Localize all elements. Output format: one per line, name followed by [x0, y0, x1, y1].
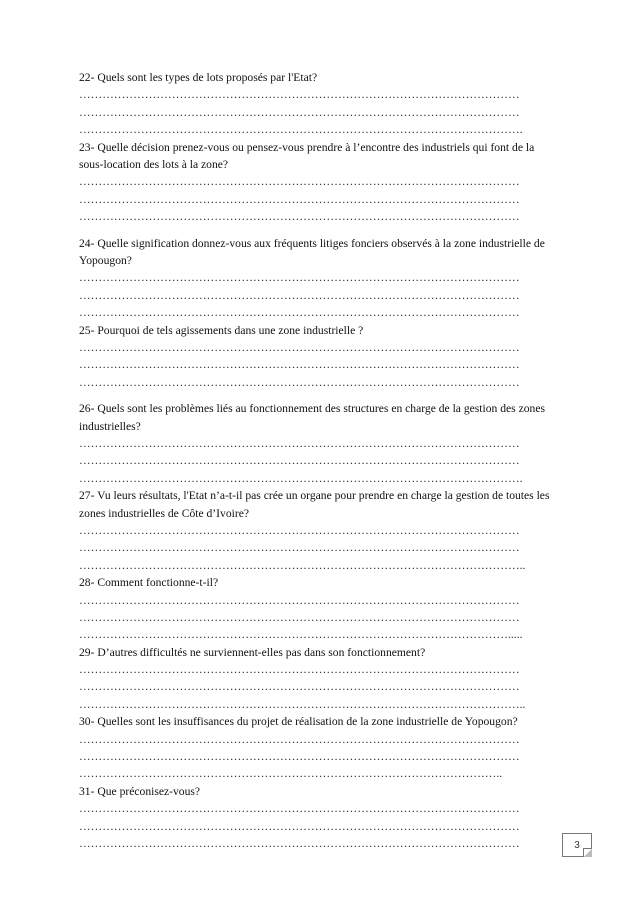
- question-29: 29- D’autres difficultés ne surviennent-elles pas dans son fonctionnement?: [79, 645, 426, 659]
- answer-line: ……………………………………………………………………………………………………: [79, 88, 520, 102]
- answer-line: ……………………………………………………………………………………………………: [79, 593, 520, 607]
- answer-line: ……………………………………………………………………………………………………..: [79, 697, 526, 711]
- answer-line: ……………………………………………………………………………………………………: [79, 271, 520, 285]
- answer-line: ………………………………………………………………………………………………..: [79, 767, 503, 781]
- answer-line: ……………………………………………………………………………………………………: [79, 663, 520, 677]
- question-30: 30- Quelles sont les insuffisances du projet de réalisation de la zone industrielle de Yopougon?: [79, 715, 518, 729]
- question-26: 26- Quels sont les problèmes liés au fonctionnement des structures en charge de la gestion des zones industrielles?: [79, 402, 545, 433]
- answer-line: ……………………………………………………………………………………………………: [79, 210, 520, 224]
- answer-line: ……………………………………………………………………………………………………: [79, 436, 520, 450]
- answer-line: ……………………………………………………………………………………………………: [79, 288, 520, 302]
- answer-line: …………………………………………………………………………………………………….: [79, 471, 523, 485]
- answer-line: ……………………………………………………………………………………………………: [79, 680, 520, 694]
- answer-line: ……………………………………………………………………………………………………..: [79, 558, 526, 572]
- answer-line: ……………………………………………………………………………………………………: [79, 105, 520, 119]
- answer-line: ……………………………………………………………………………………………………: [79, 541, 520, 555]
- answer-line: ……………………………………………………………………………………………………: [79, 837, 520, 851]
- page-number-text: 3: [574, 839, 580, 851]
- answer-line: ……………………………………………………………………………………………………: [79, 732, 520, 746]
- answer-line: ……………………………………………………………………………………………………: [79, 175, 520, 189]
- answer-line: ……………………………………………………………………………………………………: [79, 358, 520, 372]
- question-22: 22- Quels sont les types de lots proposés par l'Etat?: [79, 71, 318, 84]
- answer-line: ……………………………………………………………………………………………………: [79, 750, 520, 764]
- answer-line: ……………………………………………………………………………………………………: [79, 340, 520, 354]
- question-31: 31- Que préconisez-vous?: [79, 784, 201, 798]
- question-28: 28- Comment fonctionne-t-il?: [79, 576, 219, 590]
- question-24: 24- Quelle signification donnez-vous aux fréquents litiges fonciers observés à la zone industrielle de Yopougon?: [79, 236, 545, 267]
- answer-line: ……………………………………………………………………………………………………: [79, 819, 520, 833]
- answer-line: ……………………………………………………………………………………………………: [79, 375, 520, 389]
- question-27: 27- Vu leurs résultats, l'Etat n’a-t-il pas crée un organe pour prendre en charge la gestion de toutes les zones industrielles de Côte d’Ivoire?: [79, 489, 550, 520]
- answer-line: ……………………………………………………………………………………………………: [79, 306, 520, 320]
- answer-line: …………………………………………………………………………………………………….: [79, 123, 523, 137]
- answer-line: ………………………………………………………………………………………………….....: [79, 628, 523, 642]
- answer-line: ……………………………………………………………………………………………………: [79, 523, 520, 537]
- page-number: [562, 833, 592, 857]
- question-23: 23- Quelle décision prenez-vous ou pensez-vous prendre à l’encontre des industriels qui font de la sous-location des lots à la zone?: [79, 140, 535, 171]
- answer-line: ……………………………………………………………………………………………………: [79, 802, 520, 816]
- answer-line: ……………………………………………………………………………………………………: [79, 454, 520, 468]
- answer-line: ……………………………………………………………………………………………………: [79, 192, 520, 206]
- questionnaire-body: [79, 69, 561, 852]
- question-25: 25- Pourquoi de tels agissements dans une zone industrielle ?: [79, 323, 364, 337]
- answer-line: ……………………………………………………………………………………………………: [79, 610, 520, 624]
